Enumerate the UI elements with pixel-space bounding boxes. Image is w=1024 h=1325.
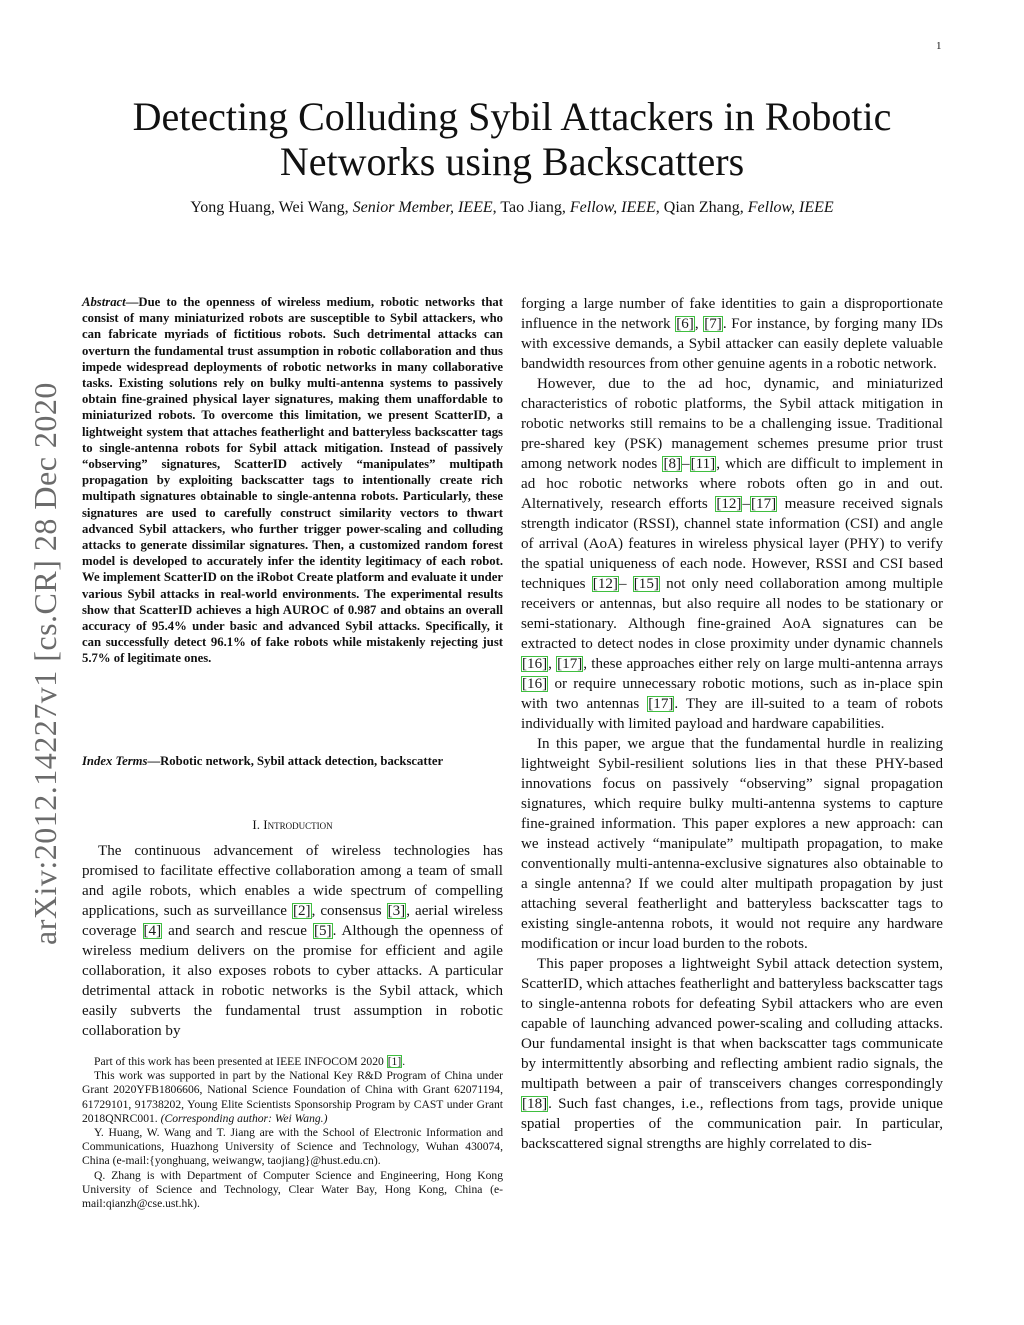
- text-run: ,: [694, 316, 704, 332]
- citation-link[interactable]: [16]: [522, 676, 548, 692]
- body-paragraph: [521, 294, 943, 374]
- citation-link[interactable]: [17]: [557, 656, 583, 672]
- abstract-label: Abstract: [82, 295, 126, 309]
- author-name: , Tao Jiang,: [492, 199, 566, 216]
- text-run: In this paper, we argue that the fundamental hurdle in realizing lightweight Sybil-resilient solutions lies in that these PHY-based innovations focus on passively “observing” signal propagation signatures, which require bulky multi-antenna systems to capture fine-grained information. This paper explores a new approach: can we instead actively “manipulate” multipath propagation, to make conventionally multi-antenna-exclusive signatures also obtainable to a single antenna? If we could alter multipath propagation by just attaching several featherlight and batteryless backscatter tags to existing single-antenna robots, it would not require any hardware modification or incur load burden to the robots.: [521, 736, 943, 952]
- footnote-presented: [82, 1055, 503, 1069]
- abstract: [82, 294, 503, 667]
- text-run: The continuous advancement of wireless technologies has promised to facilitate effective collaboration among a team of small and agile robots, which enables a wide spectrum of compelling applications, such as surveillance: [82, 843, 503, 919]
- index-terms-text: —Robotic network, Sybil attack detection, backscatter: [147, 754, 444, 768]
- author-name: Wei Wang,: [274, 199, 349, 216]
- citation-link[interactable]: [3]: [387, 903, 406, 919]
- section-number: I.: [252, 817, 260, 832]
- text-run: , consensus: [311, 903, 387, 919]
- text-run: –: [618, 576, 633, 592]
- citation-link[interactable]: [17]: [751, 496, 777, 512]
- citation-link[interactable]: [12]: [592, 576, 618, 592]
- citation-link[interactable]: [15]: [633, 576, 659, 592]
- citation-link[interactable]: [18]: [522, 1096, 548, 1112]
- footnote-funding: [82, 1069, 503, 1126]
- citation-link[interactable]: [7]: [704, 316, 722, 332]
- text-run: or require unnecessary robotic motions, such as in-place spin with two antennas: [521, 676, 943, 712]
- citation-link[interactable]: [6]: [676, 316, 694, 332]
- author-list: [60, 199, 964, 217]
- text-run: , aerial wireless coverage: [82, 903, 503, 939]
- intro-paragraph: [82, 841, 503, 1041]
- index-terms-label: Index Terms: [82, 754, 148, 768]
- citation-link[interactable]: [2]: [292, 903, 311, 919]
- author-role: Fellow, IEEE: [565, 199, 656, 216]
- text-run: This paper proposes a lightweight Sybil attack detection system, ScatterID, which attaches featherlight and batteryless backscatter tags to single-antenna robots for defeating Sybil attackers who are even capable of launching advanced power-scaling and colluding attacks. Our fundamental insight is that when backscatter tags communicate by intermittently absorbing and reflecting ambient radio signals, the multipath between a pair of transceivers changes correspondingly: [521, 956, 943, 1092]
- title-line-2: Networks using Backscatters: [279, 139, 745, 184]
- citation-link[interactable]: [16]: [522, 656, 548, 672]
- text-run: . They are ill-suited to a team of robots individually with limited payload and hardware capabilities.: [521, 696, 943, 732]
- abstract-text: —Due to the openness of wireless medium, robotic networks that consist of many miniaturized robots are susceptible to Sybil attackers, who can fabricate myriads of fictitious robots. Such detrimental attacks can overturn the fundamental trust assumption in robotic collaboration and thus impede widespread deployments of robotic networks in many collaborative tasks. Existing solutions rely on bulky multi-antenna systems to passively obtain fine-grained physical layer signatures, making them unaffordable to miniaturized robots. To overcome this limitation, we present ScatterID, a lightweight system that attaches featherlight and batteryless backscatter tags to single-antenna robots for Sybil attack mitigation. Instead of passively “observing” signatures, ScatterID actively “manipulates” multipath propagation by exploiting backscatter tags to intentionally create rich multipath signatures obtainable to single-antenna robots. Particularly, these signatures are used to carefully construct similarity vectors to thwart advanced Sybil attackers, who further trigger power-scaling and colluding attacks to generate dissimilar signatures. Then, a customized random forest model is developed to accurately infer the identity legitimacy of each robot. We implement ScatterID on the iRobot Create platform and evaluate it under various Sybil attacks in real-world environments. The experimental results show that ScatterID achieves a high AUROC of 0.987 and obtains an overall accuracy of 95.4% under basic and advanced Sybil attacks. Specifically, it can successfully detect 96.1% of fake robots while mistakenly rejecting just 5.7% of legitimate ones.: [82, 295, 503, 666]
- citation-link[interactable]: [11]: [690, 456, 716, 472]
- body-paragraph: [521, 734, 943, 954]
- text-run: .: [402, 1055, 406, 1068]
- text-run: . For instance, by forging many IDs with excessive demands, a Sybil attacker can easily deplete valuable bandwidth resources from other genuine agents in a robotic network.: [521, 316, 944, 372]
- title-line-1: Detecting Colluding Sybil Attackers in Robotic: [132, 94, 892, 139]
- citation-link[interactable]: [4]: [143, 923, 162, 939]
- text-run: ,: [548, 656, 557, 672]
- footnotes: [82, 1055, 503, 1211]
- section-heading: [82, 817, 503, 833]
- author-name: Yong Huang,: [190, 199, 275, 216]
- paper-title: [60, 94, 964, 184]
- author-role: Senior Member, IEEE: [348, 199, 493, 216]
- arxiv-identifier[interactable]: arXiv:2012.14227v1 [cs.CR] 28 Dec 2020: [27, 382, 63, 945]
- footnote-funding-text: This work was supported in part by the National Key R&D Program of China under Grant 2020YFB1806606, National Science Foundation of China with Grant 62071194, 61729101, 91738202, Young Elite Scientists Sponsorship Program by CAST under Grant 2018QNRC001.: [82, 1069, 503, 1125]
- text-run: measure received signals strength indicator (RSSI), channel state information (CSI) and angle of arrival (AoA) features in wireless physical layer (PHY) to verify the spatial uniqueness of each node. However, RSSI and CSI based techniques: [521, 496, 943, 592]
- citation-link[interactable]: [5]: [313, 923, 332, 939]
- text-run: , these approaches either rely on large multi-antenna arrays: [583, 656, 943, 672]
- text-run: forging a large number of fake identities to gain a disproportionate influence in the network: [521, 296, 943, 332]
- citation-link[interactable]: [12]: [716, 496, 742, 512]
- index-terms: [82, 753, 503, 769]
- author-role: Fellow, IEEE: [743, 199, 834, 216]
- text-run: –: [682, 456, 690, 472]
- text-run: . Such fast changes, i.e., reflections from tags, provide unique spatial properties of the communication pair. In particular, backscattered signal strengths are highly correlated to dis-: [521, 1096, 943, 1152]
- text-run: and search and rescue: [162, 923, 313, 939]
- text-run: . Although the openness of wireless medium delivers on the promise for efficient and agile collaboration, it also exposes robots to cyber attacks. A particular detrimental attack in robotic networks is the Sybil attack, which easily subverts the fundamental trust assumption in robotic collaboration by: [82, 923, 503, 1039]
- citation-link[interactable]: [1]: [387, 1055, 402, 1068]
- citation-link[interactable]: [8]: [663, 456, 682, 472]
- intro-left-column: [82, 841, 503, 1041]
- footnote-corresponding: (Corresponding author: Wei Wang.): [157, 1111, 328, 1125]
- author-name: , Qian Zhang,: [655, 199, 744, 216]
- text-run: –: [742, 496, 751, 512]
- right-column: [521, 294, 943, 1154]
- text-run: However, due to the ad hoc, dynamic, and miniaturized characteristics of robotic platforms, the Sybil attack mitigation in robotic networks still remains to be a challenging issue. Traditional pre-shared key (PSK) management schemes presume prior trust among network nodes: [521, 376, 943, 472]
- text-run: Part of this work has been presented at IEEE INFOCOM 2020: [94, 1055, 387, 1068]
- text-run: , which are difficult to implement in ad hoc robotic networks where robots often go in and out. Alternatively, research efforts: [521, 456, 944, 512]
- footnote-affiliation-hust: Y. Huang, W. Wang and T. Jiang are with the School of Electronic Information and Communications, Huazhong University of Science and Technology, Wuhan 430074, China (e-mail:{yonghuang, weiwangw, taojiang}@hust.edu.cn).: [82, 1126, 503, 1168]
- body-paragraph: [521, 954, 943, 1154]
- body-paragraph: [521, 374, 943, 734]
- page-number: 1: [936, 40, 942, 52]
- text-run: not only need collaboration among multiple receivers or antennas, but also require all nodes to be stationary or semi-stationary. Although fine-grained AoA signatures can be extracted to detect nodes in close proximity under dynamic channels: [521, 576, 943, 652]
- citation-link[interactable]: [17]: [648, 696, 674, 712]
- section-title: Introduction: [263, 817, 333, 832]
- footnote-affiliation-hkust: Q. Zhang is with Department of Computer Science and Engineering, Hong Kong University of Science and Technology, Clear Water Bay, Hong Kong, China (e-mail:qianzh@cse.ust.hk).: [82, 1168, 503, 1211]
